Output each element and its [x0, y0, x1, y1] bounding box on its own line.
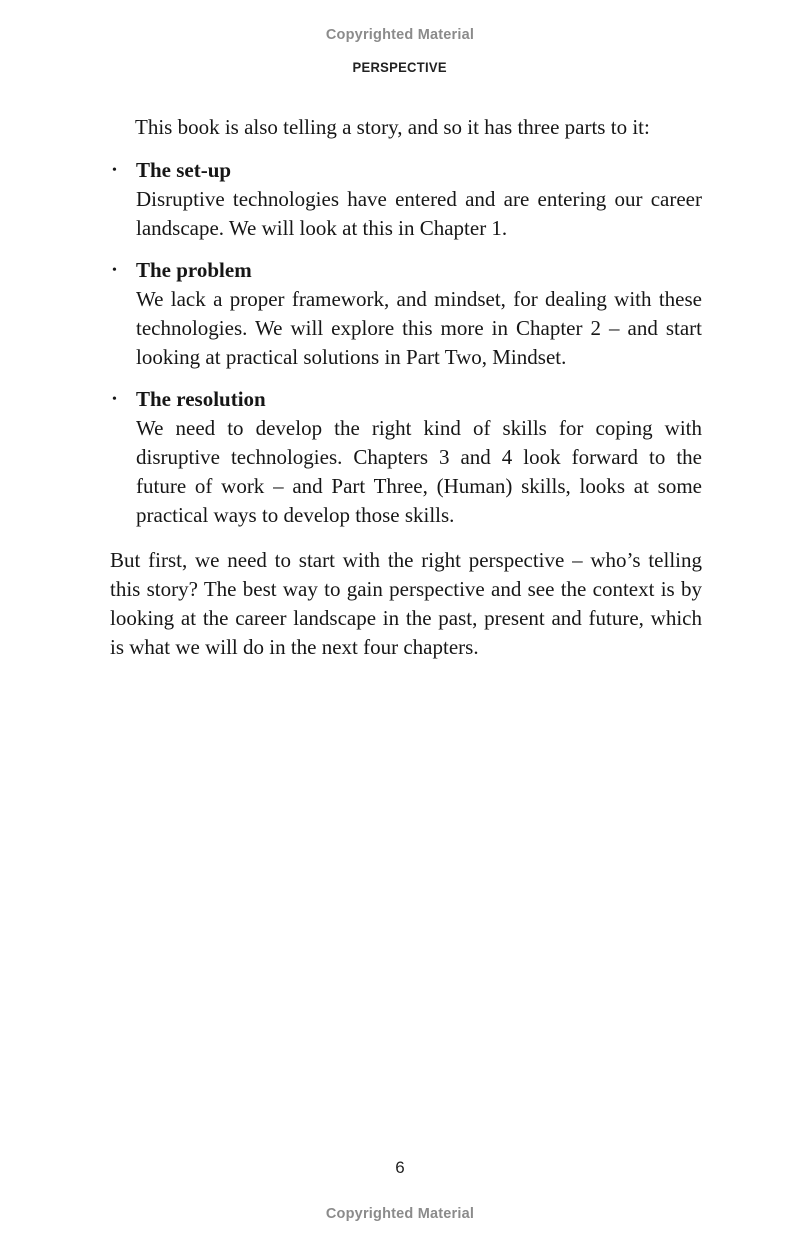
- list-item-body: We lack a proper framework, and mindset, for dealing with these technologies. We will explore this more in Chapter 2 – and start looking at practical solutions in Part Two, Mindset.: [136, 287, 702, 369]
- copyright-watermark-top: Copyrighted Material: [325, 27, 475, 43]
- running-header: [0, 59, 800, 75]
- list-item-heading: The set-up: [136, 158, 232, 182]
- page-body: [110, 113, 702, 662]
- intro-paragraph: This book is also telling a story, and so it has three parts to it:: [135, 115, 650, 139]
- running-header-text: PERSPECTIVE: [352, 59, 448, 75]
- list-item: [110, 156, 702, 243]
- bullet-icon: •: [112, 392, 117, 407]
- page-number: 6: [395, 1158, 405, 1177]
- list-item-content: [136, 256, 702, 372]
- list-item-content: [136, 156, 702, 243]
- copyright-watermark-bottom: Copyrighted Material: [325, 1206, 475, 1222]
- list-item: [110, 256, 702, 372]
- list-item-content: [136, 385, 702, 530]
- list-item-body: We need to develop the right kind of skills for coping with disruptive technologies. Chapters 3 and 4 look forward to the future of work – and Part Three, (Human) skills, looks at some practical ways to develop those skills.: [136, 416, 702, 527]
- bullet-icon: •: [112, 163, 117, 178]
- closing-paragraph: But first, we need to start with the right perspective – who’s telling this story? The best way to gain perspective and see the context is by looking at the career landscape in the past, present and future, which is what we will do in the next four chapters.: [110, 548, 702, 659]
- list-item: [110, 385, 702, 530]
- list-item-body: Disruptive technologies have entered and are entering our career landscape. We will look at this in Chapter 1.: [136, 187, 702, 240]
- list-item-heading: The problem: [136, 258, 252, 282]
- list-item-heading: The resolution: [136, 387, 266, 411]
- bullet-icon: •: [112, 263, 117, 278]
